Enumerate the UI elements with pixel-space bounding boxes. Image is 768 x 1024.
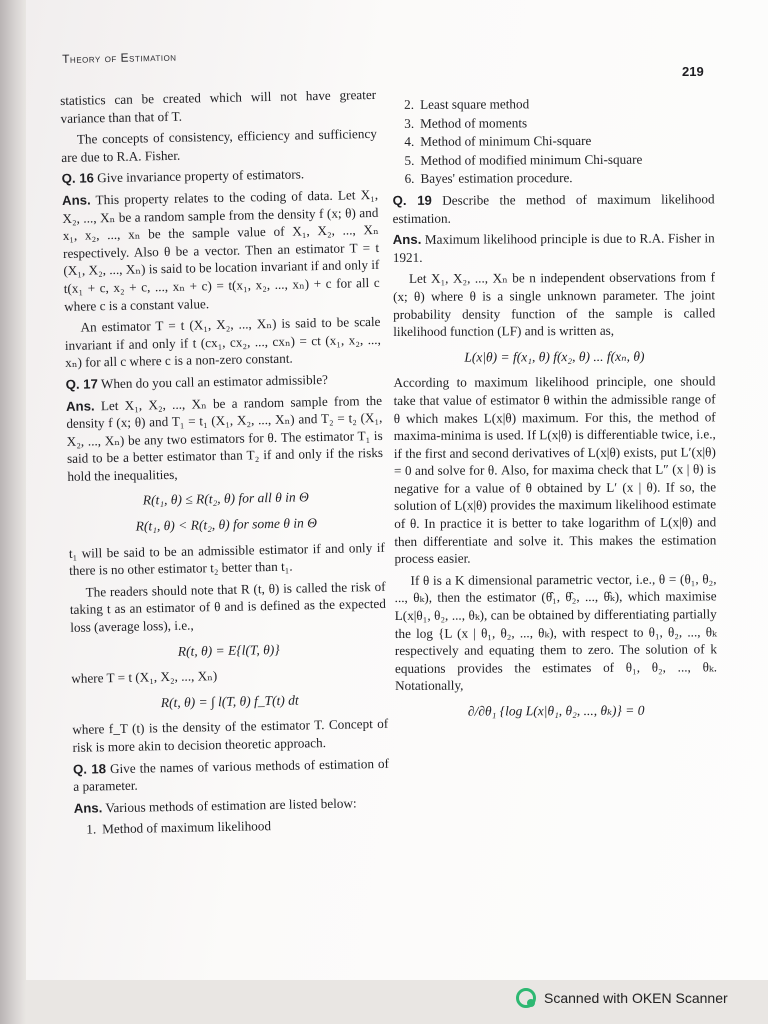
book-spine-shadow (0, 0, 26, 1024)
paragraph-admissible: t₁ will be said to be an admissible estimator if and only if there is no other estimator t₂ better than t₁. (68, 539, 385, 579)
answer-text: Let X₁, X₂, ..., Xₙ be a random sample from the density f (x; θ) and T₁ = t₁ (X₁, X₂, ..., Xₙ) and T₂ = t₂ (X₁, X₂, ..., Xₙ) be any two estimators for θ. The estimator T₁ is said to be a better estimator than T₂ if and only if the risks hold the inequalities, (66, 392, 384, 484)
paragraph-greater-variance: statistics can be created which will not have greater variance than that of T. (60, 86, 377, 126)
answer-16 (62, 186, 380, 315)
answer-label: Ans. (61, 192, 91, 208)
paragraph-scale-invariant: An estimator T = t (X₁, X₂, ..., Xₙ) is said to be scale invariant if and only if t (cx₁, cx₂, ..., cxₙ) = ct (x₁, x₂, ..., xₙ) for all c where c is a non-zero constant. (64, 314, 381, 371)
equation-likelihood-function: L(x|θ) = f(x₁, θ) f(x₂, θ) ... f(xₙ, θ) (464, 348, 645, 365)
question-16 (62, 164, 378, 188)
method-text: Method of moments (420, 114, 528, 131)
question-text: Describe the method of maximum likelihood estimation. (392, 191, 715, 226)
paragraph-where-t: where T = t (X₁, X₂, ..., Xₙ) (71, 668, 218, 687)
answer-label: Ans. (392, 232, 422, 248)
method-number: 6. (404, 171, 415, 187)
paragraph-independent-observations: Let X₁, X₂, ..., Xₙ be n independent observations from f (x; θ) where θ is a single unknown parameter. The joint probability density function of the sample is called likelihood function (LF) and is written as, (393, 269, 716, 340)
inequality-all-theta: R(t₁, θ) ≤ R(t₂, θ) for all θ in Θ (142, 489, 310, 508)
equation-expected-loss: R(t, θ) = E{l(T, θ)} (177, 641, 280, 659)
paragraph-ml-principle: According to maximum likelihood principle, one should take that value of estimator θ within the admissible range of θ which makes L(x|θ) maximum. For this, the method of maxima-minima is used. If L(x|θ) is differentiable twice, i.e., if the first and second derivatives of L(x|θ) exists, put L′(x|θ) = 0 and solve for θ. Also, for maxima check that L″ (x | θ) is negative for a value of θ obtained by L′ (x | θ). If so, the solution of L(x|θ) provides the maximum likelihood estimate of θ. In practice it is better to take logarithm of L(x|θ) and then differentiate and solve it. This makes the estimation process easier. (393, 373, 717, 567)
methods-list-start (74, 815, 390, 839)
method-number: 2. (404, 96, 415, 112)
method-text: Method of modified minimum Chi-square (420, 151, 643, 168)
running-head: Theory of Estimation (62, 49, 177, 66)
method-number: 4. (404, 134, 415, 150)
question-text: When do you call an estimator admissible? (100, 371, 329, 392)
answer-text: Various methods of estimation are listed below: (105, 795, 357, 816)
method-number: 5. (404, 152, 415, 168)
method-text: Least square method (420, 96, 530, 112)
oken-logo-icon (516, 988, 536, 1008)
answer-19 (393, 229, 715, 266)
method-text: Bayes' estimation procedure. (420, 170, 573, 187)
question-text: Give invariance property of estimators. (97, 166, 305, 186)
paragraph-density-estimator: where f_T (t) is the density of the estimator T. Concept of risk is more akin to decision theoretic approach. (72, 716, 389, 755)
equation-partial-derivative: ∂/∂θ₁ {log L(x|θ₁, θ₂, ..., θₖ)} = 0 (467, 702, 645, 719)
inequality-some-theta: R(t₁, θ) < R(t₂, θ) for some θ in Θ (135, 515, 318, 534)
method-item (392, 169, 714, 188)
method-text: Method of maximum likelihood (102, 818, 272, 837)
left-column (60, 86, 390, 840)
answer-label: Ans. (65, 397, 95, 414)
method-text: Method of minimum Chi-square (420, 133, 592, 150)
method-number: 3. (404, 115, 415, 131)
question-label: Q. 19 (392, 192, 432, 208)
paragraph-risk-definition: The readers should note that R (t, θ) is called the risk of taking t as an estimator of θ and is defined as the expected loss (average loss), i.e., (69, 578, 387, 635)
paragraph-parametric-vector: If θ is a K dimensional parametric vector, i.e., θ = (θ₁, θ₂, ..., θₖ), then the estimator (θ̂₁, θ̂₂, ..., θ̂ₖ), which maximise L(x|θ₁, θ₂, ..., θₖ), can be obtained by differentiating partially the log {L (x | θ₁, θ₂, ..., θₖ), with respect to θ₁, θ₂, ..., θₖ respectively and equating them to zero. The solution of k equations provides the estimates of θ₁, θ₂, ..., θₖ. Notationally, (394, 571, 718, 694)
paragraph-fisher-concepts: The concepts of consistency, efficiency and sufficiency are due to R.A. Fisher. (61, 126, 378, 165)
question-text: Give the names of various methods of estimation of a parameter. (73, 755, 390, 795)
question-label: Q. 16 (61, 170, 95, 187)
method-number: 1. (86, 821, 97, 838)
question-label: Q. 18 (72, 760, 107, 777)
book-page (26, 0, 768, 980)
question-label: Q. 17 (65, 376, 99, 392)
answer-18 (74, 794, 390, 818)
method-item (74, 815, 390, 839)
method-item (392, 132, 714, 151)
right-column (392, 94, 717, 728)
question-18 (73, 754, 390, 795)
page-number: 219 (682, 64, 704, 79)
question-19 (393, 190, 715, 227)
method-item (392, 150, 714, 169)
methods-list-continued (392, 94, 714, 188)
answer-17 (66, 391, 384, 485)
scanner-text: Scanned with OKEN Scanner (544, 990, 728, 1006)
answer-text: This property relates to the coding of data. Let X₁, X₂, ..., Xₙ be a random sample from the density f (x; θ) and x₁, x₂, ..., xₙ be the sample value of X₁, X₂, ..., Xₙ respectively. Also θ be a vector. Then an estimator T = t (X₁, X₂, ..., Xₙ) is said to be location invariant if and only if t(x₁ + c, x₂ + c, ..., xₙ + c) = t(x₁, x₂, ..., xₙ) + c for all c where c is a constant value. (62, 186, 380, 314)
method-item (392, 113, 714, 132)
answer-label: Ans. (73, 800, 103, 816)
answer-text: Maximum likelihood principle is due to R.A. Fisher in 1921. (392, 230, 715, 265)
question-17 (65, 370, 381, 394)
method-item (392, 94, 714, 113)
equation-risk-integral: R(t, θ) = ∫ l(T, θ) f_T(t) dt (160, 692, 299, 710)
scanner-watermark (516, 988, 728, 1008)
